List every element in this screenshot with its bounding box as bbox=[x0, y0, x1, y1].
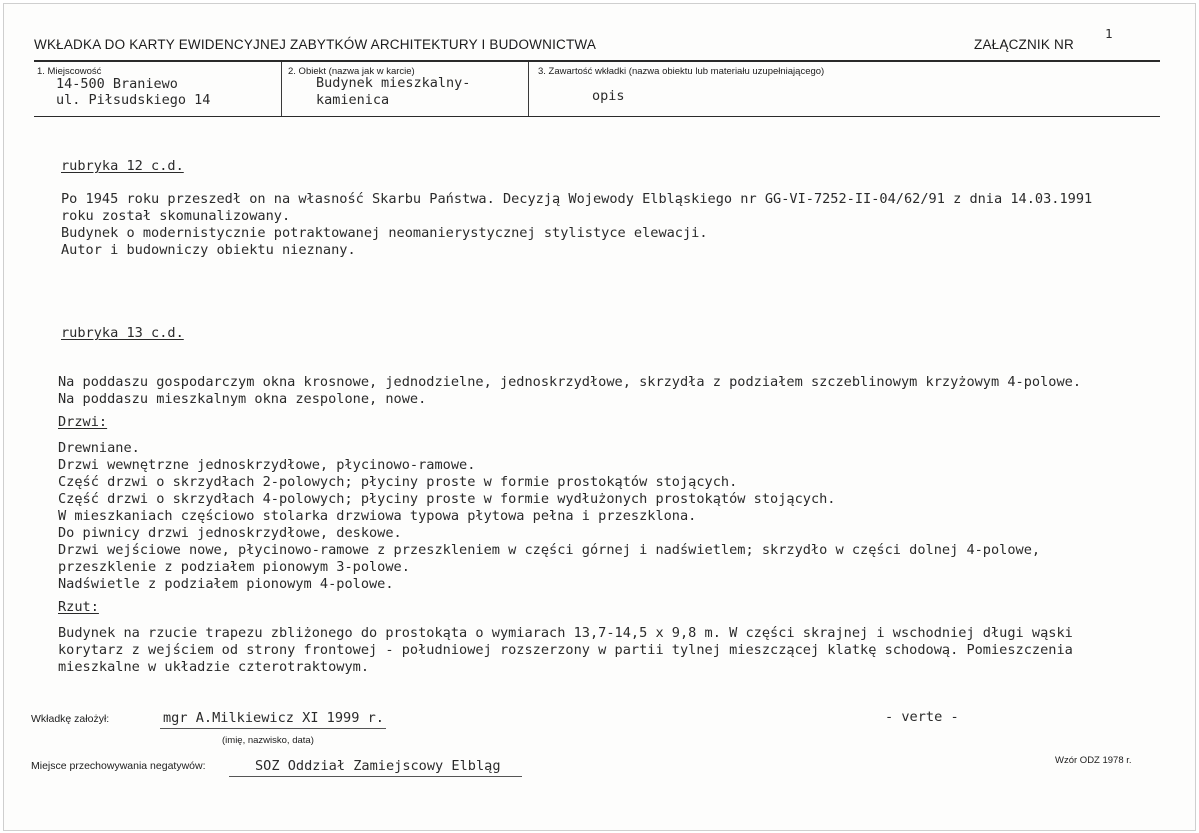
plan-line: Budynek na rzucie trapezu zbliżonego do prostokąta o wymiarach 13,7-14,5 x 9,8 m. W części skrajnej i wschodniej długi wąski bbox=[58, 625, 1073, 641]
content-label: 3. Zawartość wkładki (nazwa obiektu lub materiału uzupełniającego) bbox=[538, 66, 825, 77]
doors-line: W mieszkaniach częściowo stolarka drzwiowa typowa płytowa pełna i przeszklona. bbox=[58, 508, 697, 524]
plan-heading: Rzut: bbox=[58, 599, 99, 615]
created-by-underline bbox=[160, 728, 386, 729]
section-13-line: Na poddaszu gospodarczym okna krosnowe, jednodzielne, jednoskrzydłowe, skrzydła z podziałem szczeblinowym krzyżowym 4-polowe. bbox=[58, 374, 1082, 390]
plan-line: mieszkalne w układzie czterotraktowym. bbox=[58, 659, 369, 675]
form-version: Wzór ODZ 1978 r. bbox=[1055, 755, 1132, 766]
doors-line: Nadświetle z podziałem pionowym 4-polowe. bbox=[58, 576, 394, 592]
field-divider-1 bbox=[281, 62, 282, 116]
header-rule bbox=[34, 60, 1160, 62]
section-12-heading: rubryka 12 c.d. bbox=[61, 158, 184, 174]
doors-heading: Drzwi: bbox=[58, 414, 108, 430]
created-by-hint: (imię, nazwisko, data) bbox=[222, 735, 314, 746]
annex-label: ZAŁĄCZNIK NR bbox=[974, 37, 1074, 52]
section-13-heading: rubryka 13 c.d. bbox=[61, 325, 184, 341]
object-line-2: kamienica bbox=[316, 92, 390, 108]
plan-line: korytarz z wejściem od strony frontowej - południowej rozszerzony w partii tylnej mieszczącej klatkę schodową. Pomieszczenia bbox=[58, 642, 1073, 658]
created-by-value: mgr A.Milkiewicz XI 1999 r. bbox=[163, 710, 384, 726]
doors-line: Część drzwi o skrzydłach 4-polowych; płyciny proste w formie wydłużonych prostokątów stojących. bbox=[58, 491, 836, 507]
doors-line: Drzwi wewnętrzne jednoskrzydłowe, płycinowo-ramowe. bbox=[58, 457, 476, 473]
section-12-line: Po 1945 roku przeszedł on na własność Skarbu Państwa. Decyzją Wojewody Elbląskiego nr GG-VI-7252-II-04/62/91 z dnia 14.03.1991 bbox=[61, 191, 1093, 207]
storage-label: Miejsce przechowywania negatywów: bbox=[31, 760, 206, 772]
storage-underline bbox=[229, 776, 522, 777]
section-12-line: Autor i budowniczy obiektu nieznany. bbox=[61, 242, 356, 258]
section-12-line: roku został skomunalizowany. bbox=[61, 208, 291, 224]
page-number: 1 bbox=[1105, 26, 1113, 41]
fields-bottom-rule bbox=[34, 116, 1160, 117]
doors-line: przeszklenie z podziałem pionowym 3-polowe. bbox=[58, 559, 410, 575]
field-divider-2 bbox=[528, 62, 529, 116]
locality-line-1: 14-500 Braniewo bbox=[56, 76, 178, 92]
locality-label: 1. Miejscowość bbox=[37, 66, 102, 77]
storage-value: SOZ Oddział Zamiejscowy Elbląg bbox=[255, 758, 501, 774]
document-card bbox=[3, 3, 1196, 831]
doors-line: Do piwnicy drzwi jednoskrzydłowe, deskowe. bbox=[58, 525, 402, 541]
object-label: 2. Obiekt (nazwa jak w karcie) bbox=[288, 66, 415, 77]
doors-line: Drzwi wejściowe nowe, płycinowo-ramowe z przeszkleniem w części górnej i nadświetlem; skrzydło w części dolnej 4-polowe, bbox=[58, 542, 1041, 558]
verte-label: - verte - bbox=[885, 709, 959, 725]
section-12-line: Budynek o modernistycznie potraktowanej neomanierystycznej stylistyce elewacji. bbox=[61, 225, 708, 241]
content-value: opis bbox=[592, 88, 625, 104]
form-title: WKŁADKA DO KARTY EWIDENCYJNEJ ZABYTKÓW ARCHITEKTURY I BUDOWNICTWA bbox=[34, 37, 597, 52]
locality-line-2: ul. Piłsudskiego 14 bbox=[56, 92, 211, 108]
created-by-label: Wkładkę założył: bbox=[31, 713, 110, 725]
section-13-line: Na poddaszu mieszkalnym okna zespolone, nowe. bbox=[58, 391, 427, 407]
object-line-1: Budynek mieszkalny- bbox=[316, 75, 471, 91]
doors-line: Część drzwi o skrzydłach 2-polowych; płyciny proste w formie prostokątów stojących. bbox=[58, 474, 738, 490]
doors-line: Drewniane. bbox=[58, 440, 140, 456]
